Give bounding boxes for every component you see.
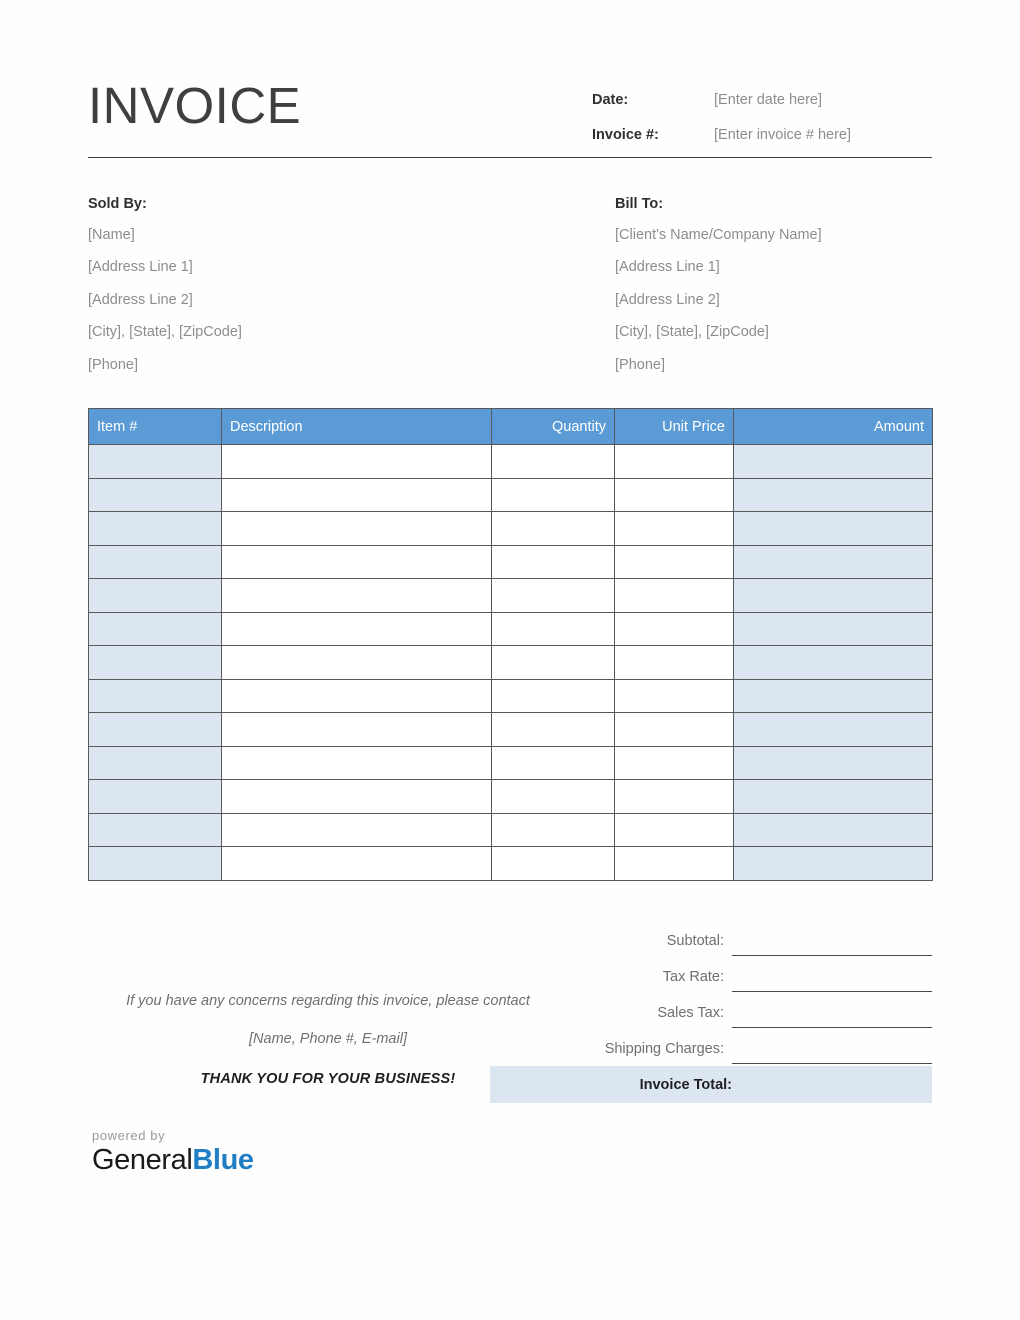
cell-amount[interactable] <box>734 478 933 512</box>
cell-item[interactable] <box>89 478 222 512</box>
tax-rate-label: Tax Rate: <box>662 969 724 985</box>
concerns-note: If you have any concerns regarding this invoice, please contact <box>126 993 530 1009</box>
sold-by-block <box>88 196 518 390</box>
thank-you-note: THANK YOU FOR YOUR BUSINESS! <box>200 1071 456 1088</box>
cell-item[interactable] <box>89 512 222 546</box>
cell-quantity[interactable] <box>492 579 615 613</box>
page-title: INVOICE <box>88 77 302 134</box>
cell-item[interactable] <box>89 679 222 713</box>
brand-name-blue: Blue <box>192 1144 254 1176</box>
tax-rate-field[interactable] <box>732 964 932 992</box>
column-header-quantity: Quantity <box>492 409 615 445</box>
cell-amount[interactable] <box>734 545 933 579</box>
sales-tax-field[interactable] <box>732 1000 932 1028</box>
cell-item[interactable] <box>89 746 222 780</box>
table-row <box>89 813 933 847</box>
invoice-number-label: Invoice #: <box>592 127 659 143</box>
cell-description[interactable] <box>222 512 492 546</box>
cell-quantity[interactable] <box>492 545 615 579</box>
column-header-item: Item # <box>89 409 222 445</box>
contact-placeholder[interactable]: [Name, Phone #, E-mail] <box>249 1030 407 1047</box>
brand-logo <box>92 1128 254 1175</box>
table-row <box>89 478 933 512</box>
table-row <box>89 646 933 680</box>
sold-by-line[interactable]: [Phone] <box>88 356 138 373</box>
cell-unit-price[interactable] <box>615 646 734 680</box>
cell-quantity[interactable] <box>492 612 615 646</box>
cell-amount[interactable] <box>734 713 933 747</box>
cell-unit-price[interactable] <box>615 847 734 881</box>
header-divider <box>88 157 932 158</box>
cell-description[interactable] <box>222 780 492 814</box>
total-row-sales-tax <box>490 992 932 1028</box>
invoice-total-label: Invoice Total: <box>639 1076 732 1093</box>
cell-description[interactable] <box>222 545 492 579</box>
cell-item[interactable] <box>89 780 222 814</box>
cell-description[interactable] <box>222 579 492 613</box>
cell-item[interactable] <box>89 813 222 847</box>
line-items-table <box>88 408 933 881</box>
cell-quantity[interactable] <box>492 847 615 881</box>
cell-amount[interactable] <box>734 847 933 881</box>
cell-quantity[interactable] <box>492 746 615 780</box>
table-row <box>89 746 933 780</box>
cell-description[interactable] <box>222 646 492 680</box>
cell-item[interactable] <box>89 646 222 680</box>
sold-by-line[interactable]: [Address Line 1] <box>88 259 193 276</box>
cell-item[interactable] <box>89 612 222 646</box>
table-row <box>89 612 933 646</box>
column-header-amount: Amount <box>734 409 933 445</box>
cell-description[interactable] <box>222 478 492 512</box>
cell-unit-price[interactable] <box>615 612 734 646</box>
bill-to-line[interactable]: [Client's Name/Company Name] <box>615 227 822 243</box>
sold-by-line[interactable]: [Name] <box>88 227 135 243</box>
cell-quantity[interactable] <box>492 478 615 512</box>
cell-unit-price[interactable] <box>615 512 734 546</box>
cell-quantity[interactable] <box>492 646 615 680</box>
date-field[interactable]: [Enter date here] <box>714 92 823 108</box>
table-row <box>89 512 933 546</box>
table-row <box>89 545 933 579</box>
cell-item[interactable] <box>89 847 222 881</box>
table-row <box>89 780 933 814</box>
brand-name-general: General <box>92 1144 193 1176</box>
cell-quantity[interactable] <box>492 780 615 814</box>
cell-quantity[interactable] <box>492 713 615 747</box>
bill-to-line[interactable]: [Phone] <box>615 356 665 373</box>
invoice-number-field[interactable]: [Enter invoice # here] <box>714 127 852 143</box>
subtotal-field[interactable] <box>732 928 932 956</box>
brand-name <box>92 1145 254 1175</box>
table-row <box>89 679 933 713</box>
cell-description[interactable] <box>222 746 492 780</box>
cell-description[interactable] <box>222 445 492 479</box>
bill-to-block <box>615 196 1020 390</box>
invoice-header <box>88 77 932 160</box>
cell-unit-price[interactable] <box>615 579 734 613</box>
cell-amount[interactable] <box>734 746 933 780</box>
date-label: Date: <box>592 92 629 108</box>
cell-item[interactable] <box>89 579 222 613</box>
bill-to-line[interactable]: [City], [State], [ZipCode] <box>615 324 769 341</box>
cell-amount[interactable] <box>734 512 933 546</box>
line-items-body <box>89 445 933 881</box>
shipping-charges-field[interactable] <box>732 1036 932 1064</box>
cell-unit-price[interactable] <box>615 780 734 814</box>
table-row <box>89 579 933 613</box>
cell-item[interactable] <box>89 445 222 479</box>
cell-quantity[interactable] <box>492 512 615 546</box>
total-row-subtotal <box>490 920 932 956</box>
cell-unit-price[interactable] <box>615 478 734 512</box>
cell-description[interactable] <box>222 679 492 713</box>
cell-unit-price[interactable] <box>615 713 734 747</box>
cell-amount[interactable] <box>734 445 933 479</box>
column-header-unit-price: Unit Price <box>615 409 734 445</box>
cell-amount[interactable] <box>734 646 933 680</box>
table-row <box>89 445 933 479</box>
powered-by-label: powered by <box>92 1128 166 1143</box>
cell-unit-price[interactable] <box>615 813 734 847</box>
cell-amount[interactable] <box>734 579 933 613</box>
bill-to-heading: Bill To: <box>615 196 664 212</box>
table-header-row <box>89 409 933 445</box>
totals-section <box>490 920 932 1064</box>
cell-item[interactable] <box>89 713 222 747</box>
total-row-shipping <box>490 1028 932 1064</box>
sold-by-line[interactable]: [Address Line 2] <box>88 291 193 308</box>
cell-description[interactable] <box>222 713 492 747</box>
cell-amount[interactable] <box>734 679 933 713</box>
table-row <box>89 713 933 747</box>
bill-to-line[interactable]: [Address Line 2] <box>615 291 720 308</box>
sold-by-heading: Sold By: <box>88 196 147 212</box>
cell-unit-price[interactable] <box>615 545 734 579</box>
cell-amount[interactable] <box>734 612 933 646</box>
cell-description[interactable] <box>222 813 492 847</box>
cell-description[interactable] <box>222 847 492 881</box>
cell-quantity[interactable] <box>492 445 615 479</box>
invoice-meta <box>592 92 932 162</box>
sold-by-line[interactable]: [City], [State], [ZipCode] <box>88 324 242 341</box>
total-row-tax-rate <box>490 956 932 992</box>
cell-amount[interactable] <box>734 813 933 847</box>
subtotal-label: Subtotal: <box>666 933 724 949</box>
invoice-total-band <box>490 1066 932 1103</box>
shipping-charges-label: Shipping Charges: <box>604 1041 724 1057</box>
cell-unit-price[interactable] <box>615 679 734 713</box>
cell-amount[interactable] <box>734 780 933 814</box>
column-header-description: Description <box>222 409 492 445</box>
table-row <box>89 847 933 881</box>
cell-unit-price[interactable] <box>615 445 734 479</box>
meta-row-date <box>592 92 932 127</box>
sales-tax-label: Sales Tax: <box>657 1005 724 1021</box>
cell-unit-price[interactable] <box>615 746 734 780</box>
cell-item[interactable] <box>89 545 222 579</box>
cell-quantity[interactable] <box>492 813 615 847</box>
cell-quantity[interactable] <box>492 679 615 713</box>
bill-to-line[interactable]: [Address Line 1] <box>615 259 720 276</box>
cell-description[interactable] <box>222 612 492 646</box>
